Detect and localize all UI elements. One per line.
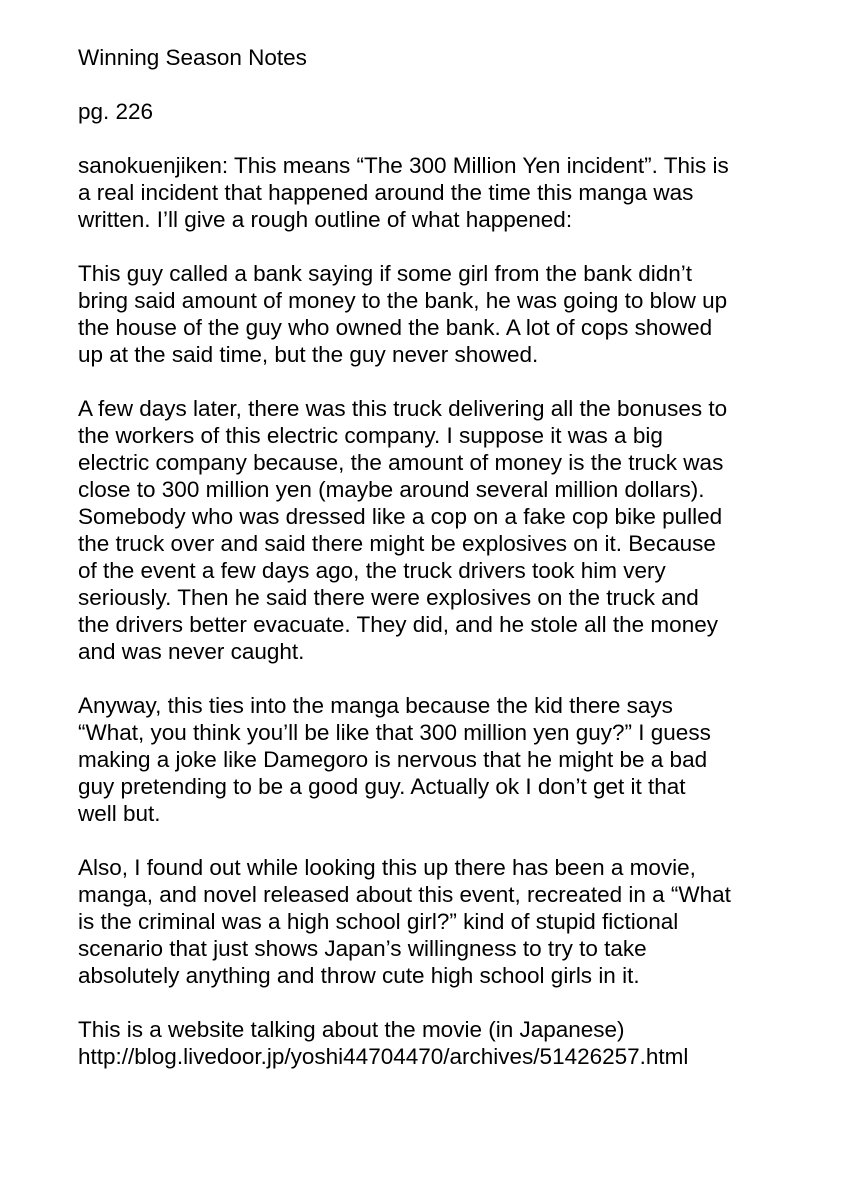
text-line: the truck over and said there might be explosives on it. Because bbox=[78, 531, 716, 556]
text-line: electric company because, the amount of money is the truck was bbox=[78, 450, 724, 475]
text-line: “What, you think you’ll be like that 300 million yen guy?” I guess bbox=[78, 720, 711, 745]
text-line: absolutely anything and throw cute high school girls in it. bbox=[78, 963, 640, 988]
text-line: sanokuenjiken: This means “The 300 Million Yen incident”. This is bbox=[78, 153, 729, 178]
text-line: a real incident that happened around the time this manga was bbox=[78, 180, 694, 205]
text-line: making a joke like Damegoro is nervous that he might be a bad bbox=[78, 747, 708, 772]
text-line: bring said amount of money to the bank, he was going to blow up bbox=[78, 288, 728, 313]
paragraph-manga-tie-in bbox=[78, 692, 808, 827]
text-line: of the event a few days ago, the truck drivers took him very bbox=[78, 558, 666, 583]
text-line: is the criminal was a high school girl?” kind of stupid fictional bbox=[78, 909, 679, 934]
text-line: well but. bbox=[78, 801, 161, 826]
text-line: This guy called a bank saying if some girl from the bank didn’t bbox=[78, 261, 693, 286]
text-line: up at the said time, but the guy never showed. bbox=[78, 342, 539, 367]
text-line: close to 300 million yen (maybe around several million dollars). bbox=[78, 477, 705, 502]
text-line: This is a website talking about the movie (in Japanese) bbox=[78, 1017, 625, 1042]
text-line: manga, and novel released about this event, recreated in a “What bbox=[78, 882, 731, 907]
text-line: scenario that just shows Japan’s willingness to try to take bbox=[78, 936, 647, 961]
paragraph-website bbox=[78, 1016, 808, 1070]
document-title: Winning Season Notes bbox=[78, 45, 307, 70]
text-line: the drivers better evacuate. They did, and he stole all the money bbox=[78, 612, 718, 637]
page-reference: pg. 226 bbox=[78, 99, 154, 124]
paragraph-bank-call bbox=[78, 260, 808, 368]
text-line: the house of the guy who owned the bank. A lot of cops showed bbox=[78, 315, 713, 340]
document-page bbox=[78, 44, 808, 1097]
text-line: A few days later, there was this truck delivering all the bonuses to bbox=[78, 396, 728, 421]
text-line: seriously. Then he said there were explosives on the truck and bbox=[78, 585, 699, 610]
paragraph-truck-robbery bbox=[78, 395, 808, 665]
text-line: guy pretending to be a good guy. Actually ok I don’t get it that bbox=[78, 774, 686, 799]
text-line: Somebody who was dressed like a cop on a fake cop bike pulled bbox=[78, 504, 723, 529]
website-url: http://blog.livedoor.jp/yoshi44704470/archives/51426257.html bbox=[78, 1044, 689, 1069]
text-line: and was never caught. bbox=[78, 639, 305, 664]
paragraph-adaptations bbox=[78, 854, 808, 989]
text-line: Also, I found out while looking this up there has been a movie, bbox=[78, 855, 696, 880]
text-line: written. I’ll give a rough outline of what happened: bbox=[78, 207, 573, 232]
paragraph-intro bbox=[78, 152, 808, 233]
text-line: the workers of this electric company. I suppose it was a big bbox=[78, 423, 663, 448]
text-line: Anyway, this ties into the manga because the kid there says bbox=[78, 693, 673, 718]
